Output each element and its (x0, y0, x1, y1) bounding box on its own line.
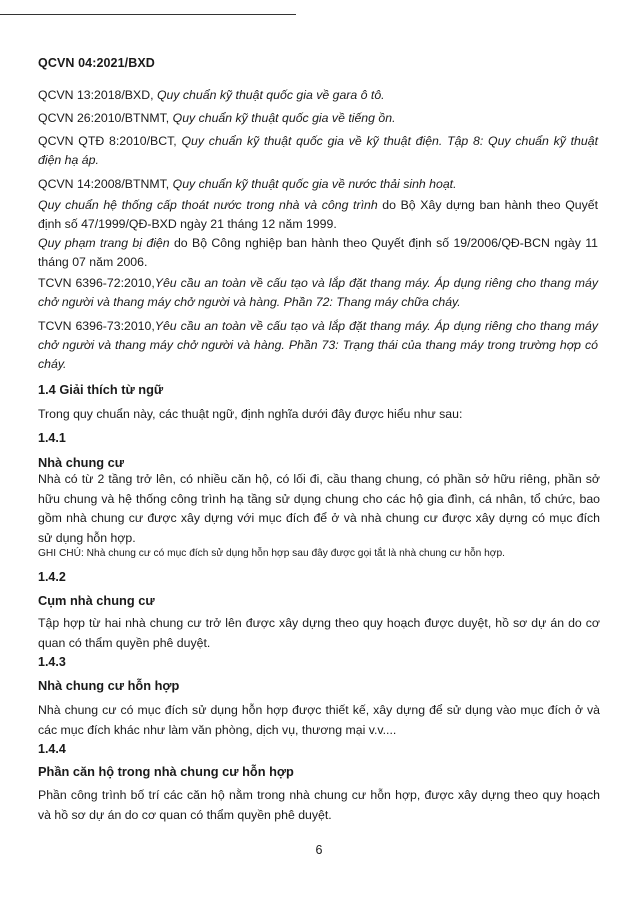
reference-item (38, 317, 598, 374)
reference-description: Quy chuẩn kỹ thuật quốc gia về kỹ thuật điện. Tập 8: Quy chuẩn kỹ thuật điện hạ áp. (38, 134, 598, 167)
term-number: 1.4.4 (38, 742, 66, 756)
reference-description: Quy phạm trang bị điện (38, 236, 174, 250)
term-number: 1.4.3 (38, 655, 66, 669)
term-body: Nhà chung cư có mục đích sử dụng hỗn hợp được thiết kế, xây dựng để sử dụng vào mục đích ở và các mục đích khác như làm văn phòng, dịch vụ, thương mại v.v.... (38, 703, 600, 737)
reference-item (38, 234, 598, 272)
term-title: Nhà chung cư (38, 455, 125, 470)
term-title: Cụm nhà chung cư (38, 593, 155, 608)
reference-item (38, 175, 598, 194)
reference-description: Quy chuẩn kỹ thuật quốc gia về nước thải sinh hoạt. (172, 177, 457, 191)
reference-item (38, 86, 598, 105)
reference-code: TCVN 6396-73:2010, (38, 319, 155, 333)
reference-description: Quy chuẩn hệ thống cấp thoát nước trong nhà và công trình (38, 198, 383, 212)
code-header: QCVN 04:2021/BXD (38, 56, 155, 70)
page-number: 6 (315, 843, 323, 857)
reference-code: TCVN 6396-72:2010, (38, 276, 155, 290)
term-note: GHI CHÚ: Nhà chung cư có mục đích sử dụng hỗn hợp sau đây được gọi tắt là nhà chung cư hỗn hợp. (38, 548, 505, 559)
term-title: Nhà chung cư hỗn hợp (38, 678, 180, 693)
term-body: Nhà có từ 2 tầng trở lên, có nhiều căn hộ, có lối đi, cầu thang chung, có phần sở hữu riêng, phần sở hữu chung và hệ thống công trình hạ tầng sử dụng chung cho các hộ gia đình, cá nhân, tổ chức, bao gồm nhà chung cư được xây dựng với mục đích để ở và nhà chung cư được xây dựng có mục đích sử dụng hỗn hợp. (38, 472, 600, 545)
term-body: Phần công trình bố trí các căn hộ nằm trong nhà chung cư hỗn hợp, được xây dựng theo quy hoạch và hồ sơ dự án do cơ quan có thẩm quyền phê duyệt. (38, 788, 600, 822)
term-number: 1.4.2 (38, 570, 66, 584)
reference-code: QCVN 26:2010/BTNMT, (38, 111, 173, 125)
section-title: 1.4 Giải thích từ ngữ (38, 382, 164, 397)
reference-description: Quy chuẩn kỹ thuật quốc gia về gara ô tô. (156, 88, 385, 102)
reference-code: QCVN 13:2018/BXD, (38, 88, 157, 102)
reference-description: Yêu cầu an toàn về cấu tạo và lắp đặt thang máy. Áp dụng riêng cho thang máy chở người và thang máy chở người và hàng. Phần 73: Trạng thái của thang máy trong trường hợp có cháy. (38, 319, 598, 371)
term-body: Tập hợp từ hai nhà chung cư trở lên được xây dựng theo quy hoạch được duyệt, hồ sơ dự án do cơ quan có thẩm quyền phê duyệt. (38, 616, 600, 650)
reference-description: Yêu cầu an toàn về cấu tạo và lắp đặt thang máy. Áp dụng riêng cho thang máy chở người và thang máy chở người và hàng. Phần 72: Thang máy chữa cháy. (38, 276, 598, 309)
top-rule (0, 14, 296, 15)
reference-code: QCVN 14:2008/BTNMT, (38, 177, 173, 191)
reference-tail: do Bộ Công nghiệp ban hành theo Quyết định số 19/2006/QĐ-BCN ngày 11 tháng 07 năm 2006. (38, 236, 598, 269)
reference-description: Quy chuẩn kỹ thuật quốc gia về tiếng ồn. (172, 111, 396, 125)
reference-code: QCVN QTĐ 8:2010/BCT, (38, 134, 182, 148)
reference-item (38, 196, 598, 234)
term-number: 1.4.1 (38, 431, 66, 445)
reference-item (38, 109, 598, 128)
section-intro: Trong quy chuẩn này, các thuật ngữ, định nghĩa dưới đây được hiểu như sau: (38, 407, 463, 421)
reference-tail: do Bộ Xây dựng ban hành theo Quyết định số 47/1999/QĐ-BXD ngày 21 tháng 12 năm 1999. (38, 198, 598, 231)
term-title: Phần căn hộ trong nhà chung cư hỗn hợp (38, 764, 294, 779)
reference-item (38, 132, 598, 170)
reference-item (38, 274, 598, 312)
